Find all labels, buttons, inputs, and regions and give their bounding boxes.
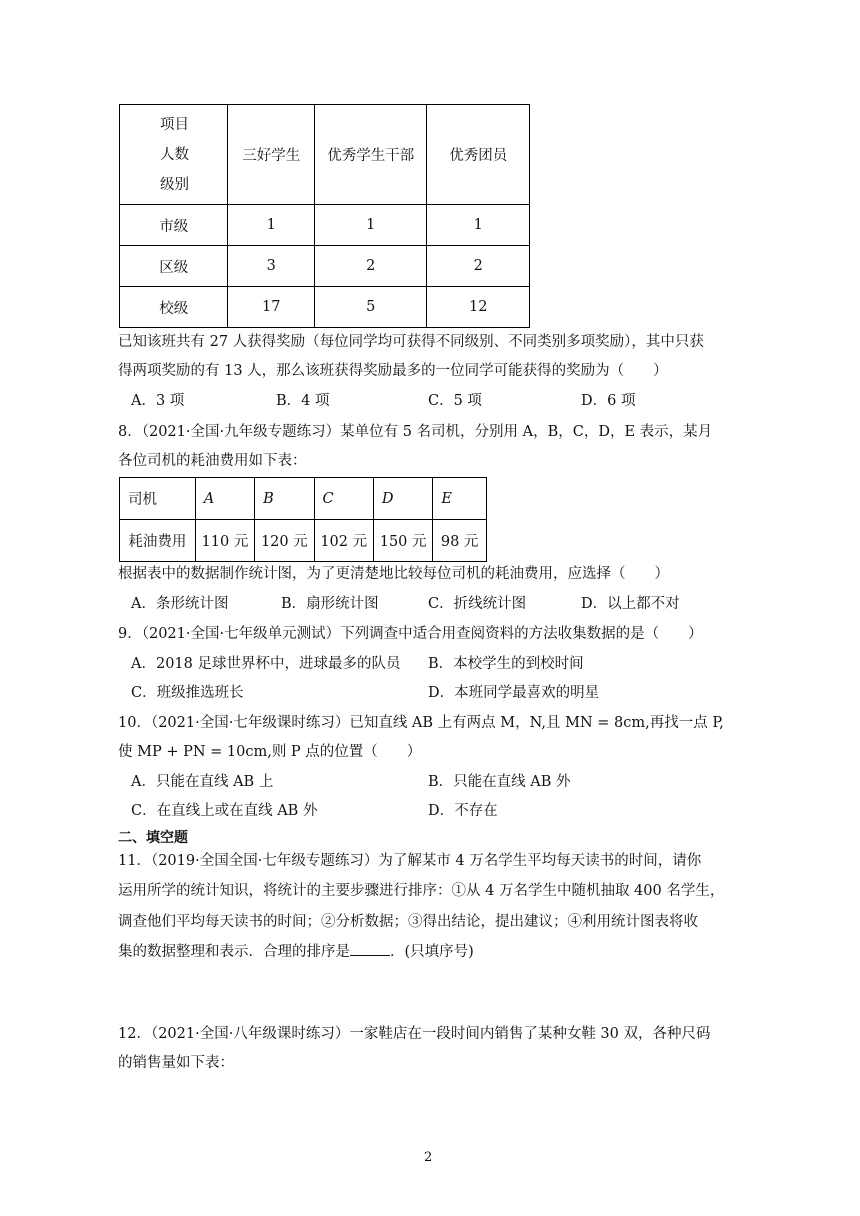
page-number: 2: [424, 1150, 433, 1165]
corner-header-cell: [120, 105, 228, 205]
q7-option-a: A．3 项: [131, 393, 185, 409]
q11-line4: [118, 940, 474, 961]
table-cell: 1: [315, 205, 427, 246]
table-cell: 1: [228, 205, 315, 246]
col-header: 三好学生: [228, 105, 315, 205]
row-label: 区级: [120, 246, 228, 287]
header-count: 人数: [160, 147, 189, 163]
q10-option-a: A．只能在直线 AB 上: [131, 774, 274, 790]
q12-line2: 的销售量如下表：: [118, 1055, 234, 1071]
header-level: 级别: [160, 177, 189, 193]
q9-option-d: D．本班同学最喜欢的明星: [428, 685, 600, 701]
driver-cell: C: [314, 478, 373, 520]
driver-cell: D: [373, 478, 432, 520]
q10-option-d: D．不存在: [428, 803, 498, 819]
q10-line1: 10．（2021·全国·七年级课时练习）已知直线 AB 上有两点 M，N,且 MN = 8cm,再找一点 P,: [118, 715, 724, 731]
col-header: 优秀学生干部: [315, 105, 427, 205]
fuel-cost-table: [119, 477, 487, 562]
q8-option-b: B．扇形统计图: [281, 596, 379, 612]
row-label: 校级: [120, 287, 228, 328]
table-cell: 17: [228, 287, 315, 328]
row-label: 市级: [120, 205, 228, 246]
q8-option-a: A．条形统计图: [131, 596, 229, 612]
q10-option-b: B．只能在直线 AB 外: [428, 774, 571, 790]
q11-line1: 11．（2019·全国全国·七年级专题练习）为了解某市 4 万名学生平均每天读书的时间，请你: [118, 853, 702, 869]
q9-option-a: A．2018 足球世界杯中，进球最多的队员: [131, 656, 401, 672]
table-cell: 5: [315, 287, 427, 328]
driver-cell: A: [195, 478, 254, 520]
table-cell: 12: [427, 287, 530, 328]
q8-line3: 根据表中的数据制作统计图，为了更清楚地比较每位司机的耗油费用，应选择（ ）: [118, 566, 669, 582]
q8-line1: 8．（2021·全国·九年级专题练习）某单位有 5 名司机，分别用 A，B，C，D，E 表示，某月: [118, 424, 713, 440]
q11-line2: 运用所学的统计知识，将统计的主要步骤进行排序：①从 4 万名学生中随机抽取 400 名学生，: [118, 883, 725, 899]
q7-line2: 得两项奖励的有 13 人，那么该班获得奖励最多的一位同学可能获得的奖励为（ ）: [118, 363, 668, 379]
driver-cell: E: [433, 478, 487, 520]
col-header: 优秀团员: [427, 105, 530, 205]
table-cell: 3: [228, 246, 315, 287]
q9-option-c: C．班级推选班长: [131, 685, 244, 701]
table-cell: 1: [427, 205, 530, 246]
table-cell: 2: [315, 246, 427, 287]
section-heading: 二、填空题: [118, 830, 188, 846]
driver-cell: B: [255, 478, 314, 520]
answer-blank[interactable]: [350, 943, 390, 956]
header-item: 项目: [160, 117, 189, 133]
q8-line2: 各位司机的耗油费用如下表：: [118, 453, 307, 469]
q8-option-c: C．折线统计图: [428, 596, 527, 612]
table-cell: 2: [427, 246, 530, 287]
cost-cell: 102 元: [314, 520, 373, 562]
cost-cell: 110 元: [195, 520, 254, 562]
q9-line1: 9．（2021·全国·七年级单元测试）下列调查中适合用查阅资料的方法收集数据的是（ ）: [118, 626, 703, 642]
q12-line1: 12．（2021·全国·八年级课时练习）一家鞋店在一段时间内销售了某种女鞋 30 双，各种尺码: [118, 1026, 711, 1042]
row-header-cost: 耗油费用: [120, 520, 196, 562]
q11-line3: 调查他们平均每天读书的时间；②分析数据；③得出结论，提出建议；④利用统计图表将收: [118, 914, 698, 930]
q8-option-d: D．以上都不对: [581, 596, 680, 612]
q11-line4-tail: ．(只填序号): [390, 944, 474, 960]
q7-option-c: C．5 项: [428, 393, 482, 409]
q9-option-b: B．本校学生的到校时间: [428, 656, 584, 672]
q7-line1: 已知该班共有 27 人获得奖励（每位同学均可获得不同级别、不同类别多项奖励），其中只获: [118, 334, 704, 350]
q10-line2: 使 MP + PN = 10cm,则 P 点的位置（ ）: [118, 744, 422, 760]
q7-option-b: B．4 项: [276, 393, 330, 409]
q7-option-d: D．6 项: [581, 393, 636, 409]
q10-option-c: C．在直线上或在直线 AB 外: [131, 803, 318, 819]
cost-cell: 98 元: [433, 520, 487, 562]
q11-line4-text: 集的数据整理和表示．合理的排序是: [118, 944, 350, 960]
row-header-driver: 司机: [120, 478, 196, 520]
cost-cell: 150 元: [373, 520, 432, 562]
awards-table: [119, 104, 530, 328]
cost-cell: 120 元: [255, 520, 314, 562]
